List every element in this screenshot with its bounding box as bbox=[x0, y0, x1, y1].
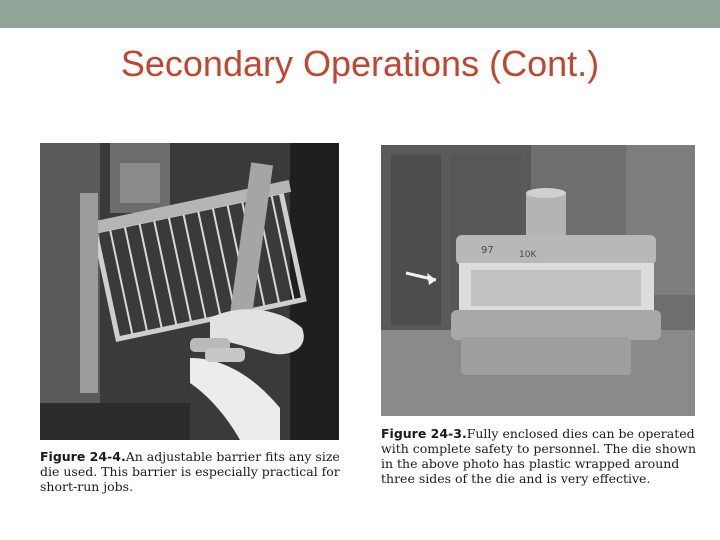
figure-label-right: Figure 24-3. bbox=[381, 426, 467, 441]
figure-caption-text-left: An adjustable barrier fits any size die used. This barrier is especially practical for short-run jobs. bbox=[40, 449, 340, 494]
figure-label-left: Figure 24-4. bbox=[40, 449, 126, 464]
die-marking-2: 10K bbox=[519, 250, 537, 260]
barrier-guard-photo bbox=[40, 143, 339, 440]
slide-title: Secondary Operations (Cont.) bbox=[120, 43, 600, 84]
figure-caption-left bbox=[40, 449, 340, 494]
top-accent-bar bbox=[0, 0, 720, 28]
figure-caption-right bbox=[381, 426, 699, 486]
enclosed-die-photo bbox=[381, 145, 695, 416]
die-marking-1: 97 bbox=[481, 245, 494, 256]
figure-caption-text-right: Fully enclosed dies can be operated with complete safety to personnel. The die shown in the above photo has plastic wrapped around three sides of the die and is very effective. bbox=[381, 426, 697, 486]
